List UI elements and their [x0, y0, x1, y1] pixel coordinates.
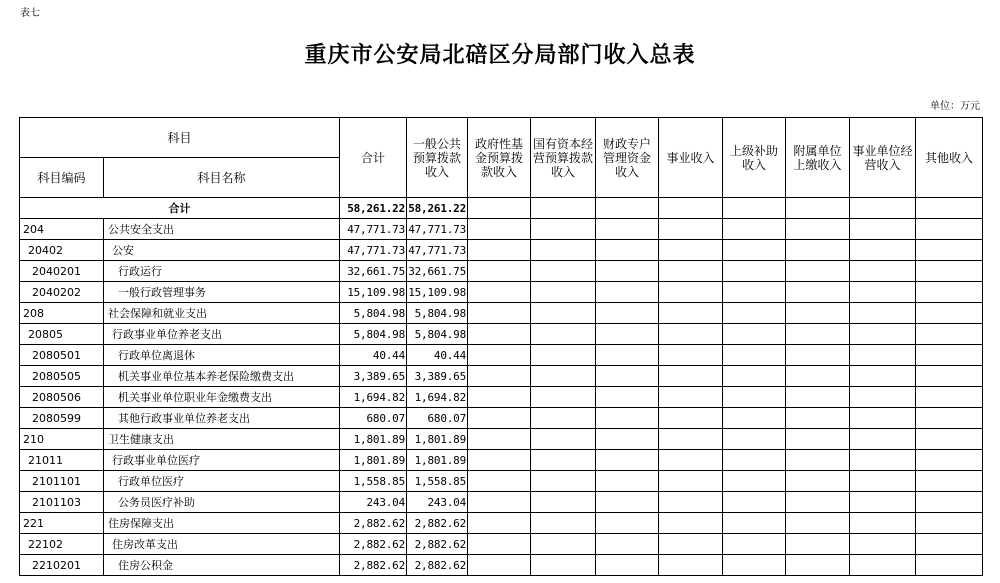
empty-cell — [916, 366, 983, 387]
empty-cell — [531, 198, 596, 219]
empty-cell — [531, 219, 596, 240]
empty-cell — [786, 261, 850, 282]
empty-cell — [850, 534, 916, 555]
general-budget-cell: 47,771.73 — [407, 240, 468, 261]
empty-cell — [723, 324, 786, 345]
empty-cell — [659, 555, 723, 576]
empty-cell — [786, 513, 850, 534]
empty-cell — [916, 429, 983, 450]
table-row — [20, 513, 983, 534]
empty-cell — [786, 324, 850, 345]
empty-cell — [723, 513, 786, 534]
empty-cell — [468, 261, 531, 282]
subject-code-cell: 2101101 — [20, 471, 104, 492]
general-budget-cell: 5,804.98 — [407, 303, 468, 324]
empty-cell — [596, 534, 659, 555]
unit-label: 单位：万元 — [930, 101, 980, 112]
empty-cell — [916, 240, 983, 261]
empty-cell — [723, 303, 786, 324]
table-row — [20, 492, 983, 513]
empty-cell — [723, 387, 786, 408]
general-budget-cell: 1,694.82 — [407, 387, 468, 408]
empty-cell — [723, 429, 786, 450]
income-summary-table — [19, 117, 983, 576]
empty-cell — [723, 534, 786, 555]
total-cell: 40.44 — [340, 345, 407, 366]
general-budget-cell: 32,661.75 — [407, 261, 468, 282]
empty-cell — [596, 198, 659, 219]
empty-cell — [468, 303, 531, 324]
empty-cell — [723, 492, 786, 513]
empty-cell — [786, 303, 850, 324]
empty-cell — [531, 261, 596, 282]
empty-cell — [659, 471, 723, 492]
header-subject-name: 科目名称 — [104, 158, 340, 198]
table-row — [20, 366, 983, 387]
header-operating-income: 事业单位经营收入 — [850, 118, 916, 198]
empty-cell — [531, 492, 596, 513]
empty-cell — [723, 261, 786, 282]
empty-cell — [916, 282, 983, 303]
empty-cell — [723, 219, 786, 240]
empty-cell — [468, 471, 531, 492]
empty-cell — [916, 219, 983, 240]
empty-cell — [596, 324, 659, 345]
table-row — [20, 282, 983, 303]
subject-code-cell: 2101103 — [20, 492, 104, 513]
empty-cell — [850, 324, 916, 345]
empty-cell — [659, 219, 723, 240]
empty-cell — [786, 198, 850, 219]
subject-name-cell: 行政事业单位养老支出 — [104, 324, 340, 345]
general-budget-cell: 1,801.89 — [407, 450, 468, 471]
total-cell: 2,882.62 — [340, 513, 407, 534]
empty-cell — [468, 450, 531, 471]
general-budget-cell: 2,882.62 — [407, 534, 468, 555]
empty-cell — [786, 429, 850, 450]
empty-cell — [531, 513, 596, 534]
table-number: 表七 — [20, 8, 40, 19]
empty-cell — [850, 513, 916, 534]
empty-cell — [786, 366, 850, 387]
empty-cell — [659, 282, 723, 303]
empty-cell — [850, 387, 916, 408]
empty-cell — [659, 261, 723, 282]
empty-cell — [723, 450, 786, 471]
subject-code-cell: 210 — [20, 429, 104, 450]
empty-cell — [531, 282, 596, 303]
header-fiscal-special: 财政专户管理资金收入 — [596, 118, 659, 198]
empty-cell — [468, 366, 531, 387]
total-cell: 2,882.62 — [340, 534, 407, 555]
empty-cell — [723, 282, 786, 303]
general-budget-cell: 680.07 — [407, 408, 468, 429]
header-affiliated-payment: 附属单位上缴收入 — [786, 118, 850, 198]
subject-name-cell: 公务员医疗补助 — [104, 492, 340, 513]
total-cell: 47,771.73 — [340, 240, 407, 261]
empty-cell — [659, 345, 723, 366]
total-cell: 15,109.98 — [340, 282, 407, 303]
table-row — [20, 324, 983, 345]
empty-cell — [916, 198, 983, 219]
subject-code-cell: 2210201 — [20, 555, 104, 576]
empty-cell — [659, 387, 723, 408]
empty-cell — [659, 198, 723, 219]
total-cell: 680.07 — [340, 408, 407, 429]
empty-cell — [786, 387, 850, 408]
header-business-income: 事业收入 — [659, 118, 723, 198]
general-budget-cell: 5,804.98 — [407, 324, 468, 345]
total-row-general-budget: 58,261.22 — [407, 198, 468, 219]
total-cell: 243.04 — [340, 492, 407, 513]
empty-cell — [850, 366, 916, 387]
header-gov-fund: 政府性基金预算拨款收入 — [468, 118, 531, 198]
empty-cell — [468, 555, 531, 576]
empty-cell — [850, 429, 916, 450]
total-cell: 32,661.75 — [340, 261, 407, 282]
empty-cell — [468, 429, 531, 450]
empty-cell — [850, 345, 916, 366]
general-budget-cell: 40.44 — [407, 345, 468, 366]
subject-code-cell: 2080599 — [20, 408, 104, 429]
general-budget-cell: 1,558.85 — [407, 471, 468, 492]
total-cell: 1,694.82 — [340, 387, 407, 408]
empty-cell — [531, 450, 596, 471]
empty-cell — [531, 408, 596, 429]
empty-cell — [596, 513, 659, 534]
total-row-total: 58,261.22 — [340, 198, 407, 219]
table-row — [20, 219, 983, 240]
empty-cell — [531, 345, 596, 366]
empty-cell — [659, 240, 723, 261]
empty-cell — [786, 534, 850, 555]
empty-cell — [596, 303, 659, 324]
empty-cell — [916, 303, 983, 324]
empty-cell — [786, 471, 850, 492]
subject-name-cell: 卫生健康支出 — [104, 429, 340, 450]
empty-cell — [723, 240, 786, 261]
empty-cell — [916, 408, 983, 429]
total-cell: 3,389.65 — [340, 366, 407, 387]
table-row — [20, 261, 983, 282]
empty-cell — [723, 198, 786, 219]
empty-cell — [468, 282, 531, 303]
empty-cell — [468, 387, 531, 408]
empty-cell — [468, 240, 531, 261]
subject-name-cell: 住房改革支出 — [104, 534, 340, 555]
empty-cell — [916, 513, 983, 534]
empty-cell — [916, 345, 983, 366]
empty-cell — [786, 408, 850, 429]
header-state-capital: 国有资本经营预算拨款收入 — [531, 118, 596, 198]
table-row — [20, 303, 983, 324]
empty-cell — [596, 450, 659, 471]
empty-cell — [786, 240, 850, 261]
subject-name-cell: 公共安全支出 — [104, 219, 340, 240]
empty-cell — [659, 366, 723, 387]
empty-cell — [531, 366, 596, 387]
empty-cell — [723, 366, 786, 387]
empty-cell — [659, 513, 723, 534]
empty-cell — [596, 366, 659, 387]
table-row — [20, 555, 983, 576]
empty-cell — [723, 408, 786, 429]
subject-name-cell: 机关事业单位职业年金缴费支出 — [104, 387, 340, 408]
subject-code-cell: 21011 — [20, 450, 104, 471]
empty-cell — [659, 324, 723, 345]
empty-cell — [659, 408, 723, 429]
empty-cell — [659, 492, 723, 513]
empty-cell — [468, 534, 531, 555]
empty-cell — [531, 471, 596, 492]
empty-cell — [596, 387, 659, 408]
empty-cell — [786, 345, 850, 366]
empty-cell — [531, 555, 596, 576]
subject-name-cell: 公安 — [104, 240, 340, 261]
empty-cell — [916, 492, 983, 513]
table-row — [20, 345, 983, 366]
empty-cell — [531, 534, 596, 555]
subject-code-cell: 20402 — [20, 240, 104, 261]
total-cell: 1,801.89 — [340, 429, 407, 450]
empty-cell — [531, 324, 596, 345]
empty-cell — [850, 219, 916, 240]
header-superior-subsidy: 上级补助收入 — [723, 118, 786, 198]
empty-cell — [916, 261, 983, 282]
empty-cell — [659, 303, 723, 324]
empty-cell — [596, 345, 659, 366]
empty-cell — [916, 555, 983, 576]
subject-name-cell: 行政单位医疗 — [104, 471, 340, 492]
empty-cell — [723, 555, 786, 576]
subject-code-cell: 2040202 — [20, 282, 104, 303]
empty-cell — [850, 240, 916, 261]
empty-cell — [531, 240, 596, 261]
header-total: 合计 — [340, 118, 407, 198]
empty-cell — [916, 324, 983, 345]
total-cell: 1,558.85 — [340, 471, 407, 492]
subject-name-cell: 其他行政事业单位养老支出 — [104, 408, 340, 429]
header-general-budget: 一般公共预算拨款收入 — [407, 118, 468, 198]
empty-cell — [659, 429, 723, 450]
empty-cell — [786, 219, 850, 240]
total-cell: 47,771.73 — [340, 219, 407, 240]
subject-code-cell: 20805 — [20, 324, 104, 345]
empty-cell — [850, 492, 916, 513]
table-row — [20, 450, 983, 471]
empty-cell — [786, 492, 850, 513]
empty-cell — [596, 471, 659, 492]
table-row — [20, 471, 983, 492]
subject-name-cell: 住房公积金 — [104, 555, 340, 576]
subject-name-cell: 一般行政管理事务 — [104, 282, 340, 303]
empty-cell — [786, 450, 850, 471]
table-row — [20, 429, 983, 450]
general-budget-cell: 3,389.65 — [407, 366, 468, 387]
header-other-income: 其他收入 — [916, 118, 983, 198]
total-cell: 5,804.98 — [340, 303, 407, 324]
empty-cell — [531, 387, 596, 408]
subject-code-cell: 208 — [20, 303, 104, 324]
empty-cell — [723, 471, 786, 492]
empty-cell — [596, 282, 659, 303]
empty-cell — [786, 555, 850, 576]
subject-name-cell: 行政单位离退休 — [104, 345, 340, 366]
empty-cell — [468, 513, 531, 534]
empty-cell — [596, 555, 659, 576]
subject-code-cell: 221 — [20, 513, 104, 534]
general-budget-cell: 2,882.62 — [407, 555, 468, 576]
empty-cell — [468, 345, 531, 366]
subject-code-cell: 2080506 — [20, 387, 104, 408]
header-subject-code: 科目编码 — [20, 158, 104, 198]
empty-cell — [596, 408, 659, 429]
empty-cell — [468, 492, 531, 513]
table-row — [20, 240, 983, 261]
empty-cell — [916, 450, 983, 471]
total-row — [20, 198, 983, 219]
empty-cell — [596, 492, 659, 513]
subject-name-cell: 行政事业单位医疗 — [104, 450, 340, 471]
empty-cell — [916, 471, 983, 492]
general-budget-cell: 47,771.73 — [407, 219, 468, 240]
table-row — [20, 534, 983, 555]
empty-cell — [596, 240, 659, 261]
empty-cell — [850, 282, 916, 303]
general-budget-cell: 15,109.98 — [407, 282, 468, 303]
table-row — [20, 408, 983, 429]
empty-cell — [850, 471, 916, 492]
empty-cell — [916, 387, 983, 408]
subject-name-cell: 机关事业单位基本养老保险缴费支出 — [104, 366, 340, 387]
table-row — [20, 387, 983, 408]
empty-cell — [850, 198, 916, 219]
empty-cell — [850, 555, 916, 576]
empty-cell — [596, 429, 659, 450]
empty-cell — [531, 303, 596, 324]
total-row-label: 合计 — [20, 198, 340, 219]
general-budget-cell: 243.04 — [407, 492, 468, 513]
empty-cell — [531, 429, 596, 450]
empty-cell — [659, 534, 723, 555]
empty-cell — [596, 219, 659, 240]
empty-cell — [468, 219, 531, 240]
subject-name-cell: 行政运行 — [104, 261, 340, 282]
subject-code-cell: 204 — [20, 219, 104, 240]
empty-cell — [916, 534, 983, 555]
empty-cell — [468, 324, 531, 345]
empty-cell — [468, 198, 531, 219]
page-title: 重庆市公安局北碚区分局部门收入总表 — [304, 42, 696, 68]
empty-cell — [723, 345, 786, 366]
general-budget-cell: 2,882.62 — [407, 513, 468, 534]
header-subject: 科目 — [20, 118, 340, 158]
subject-code-cell: 2040201 — [20, 261, 104, 282]
general-budget-cell: 1,801.89 — [407, 429, 468, 450]
total-cell: 1,801.89 — [340, 450, 407, 471]
empty-cell — [850, 408, 916, 429]
total-cell: 2,882.62 — [340, 555, 407, 576]
empty-cell — [468, 408, 531, 429]
empty-cell — [850, 261, 916, 282]
subject-code-cell: 2080501 — [20, 345, 104, 366]
empty-cell — [659, 450, 723, 471]
subject-code-cell: 2080505 — [20, 366, 104, 387]
total-cell: 5,804.98 — [340, 324, 407, 345]
empty-cell — [786, 282, 850, 303]
subject-name-cell: 社会保障和就业支出 — [104, 303, 340, 324]
empty-cell — [850, 450, 916, 471]
empty-cell — [596, 261, 659, 282]
subject-code-cell: 22102 — [20, 534, 104, 555]
subject-name-cell: 住房保障支出 — [104, 513, 340, 534]
empty-cell — [850, 303, 916, 324]
